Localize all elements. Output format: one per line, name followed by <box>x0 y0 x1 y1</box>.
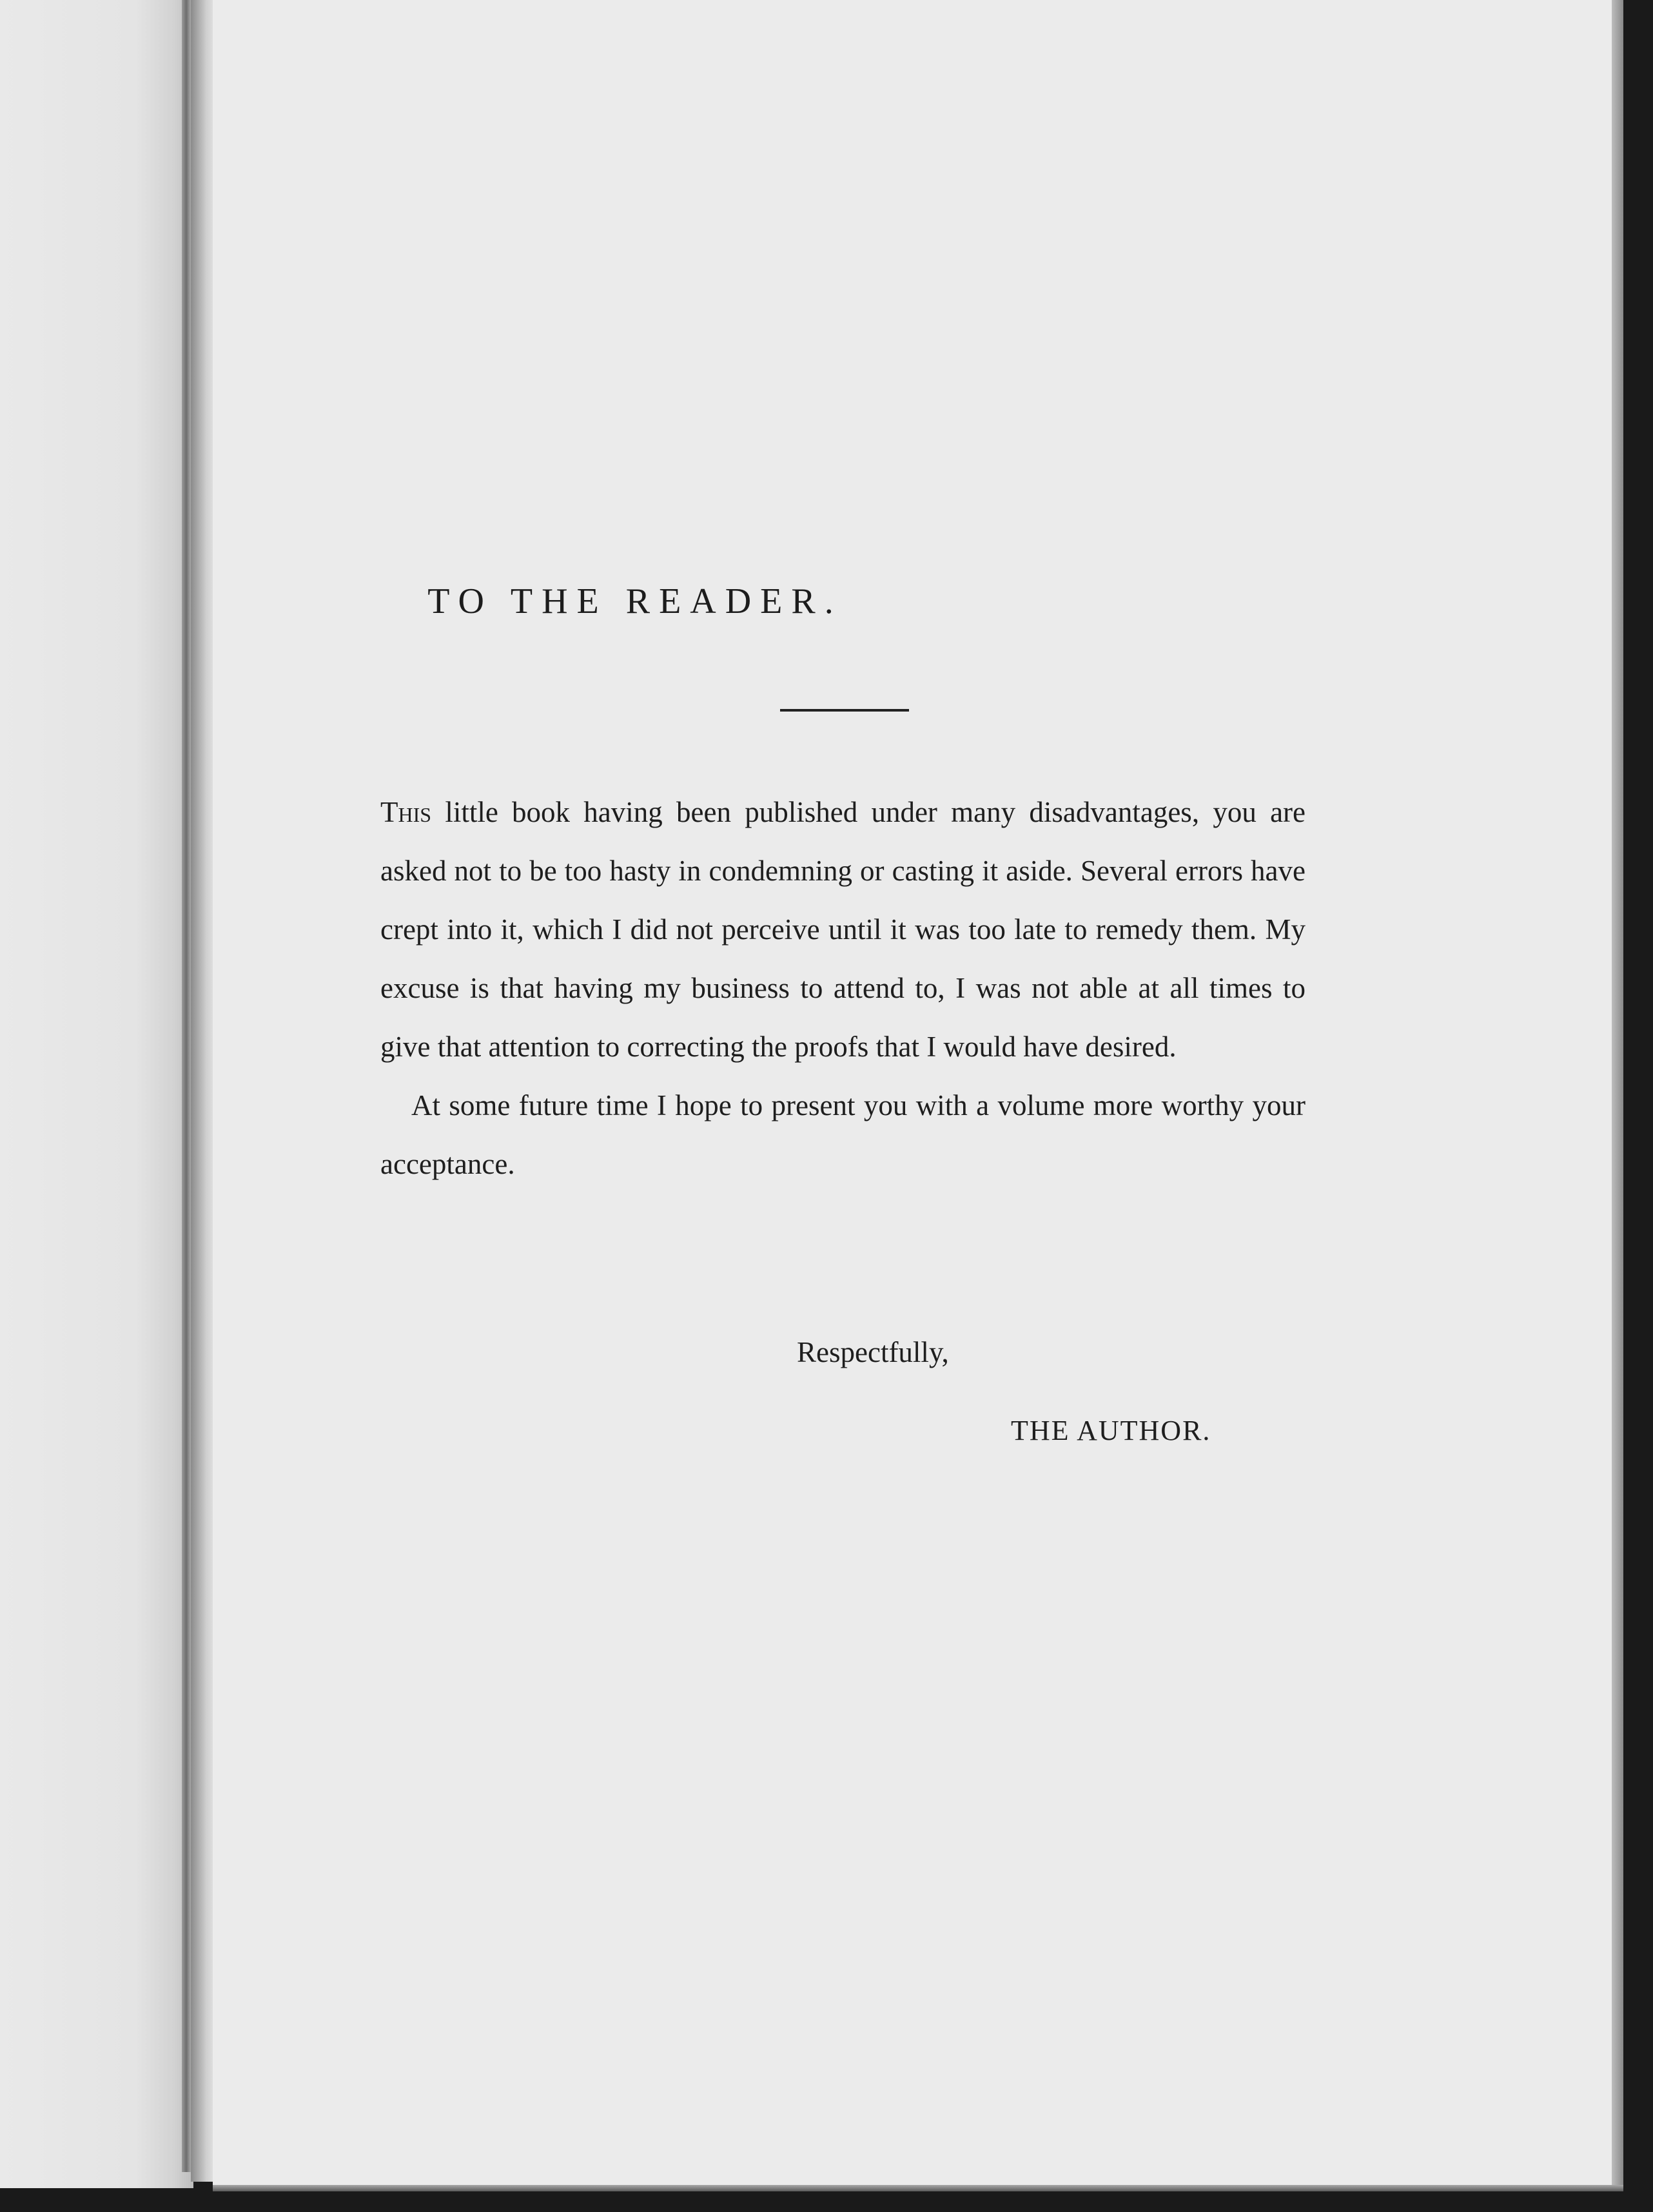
paragraph-1 <box>380 783 1306 1076</box>
preface-body <box>380 783 1306 1194</box>
title-rule <box>780 709 909 712</box>
signature: THE AUTHOR. <box>1011 1415 1211 1446</box>
page-right-edge <box>1612 0 1623 2188</box>
paragraph-1-text: little book having been published under many disadvantages, you are asked not to be too hasty in condemning or casting it aside. Several errors have crept into it, which I did not perceive until it was too late to remedy them. My excuse is that having my business to attend to, I was not able at all times to give that attention to correcting the proofs that I would have desired. <box>380 796 1306 1063</box>
closing: Respectfully, <box>797 1336 949 1368</box>
previous-page-edge <box>0 0 193 2188</box>
paragraph-1-lead: This <box>380 796 432 828</box>
paragraph-2-text: At some future time I hope to present you with a volume more worthy your acceptance. <box>380 1089 1306 1180</box>
paragraph-2 <box>380 1076 1306 1194</box>
page-bottom-edge <box>213 2185 1623 2191</box>
page-title: TO THE READER. <box>427 581 843 621</box>
book-spine <box>182 0 191 2172</box>
